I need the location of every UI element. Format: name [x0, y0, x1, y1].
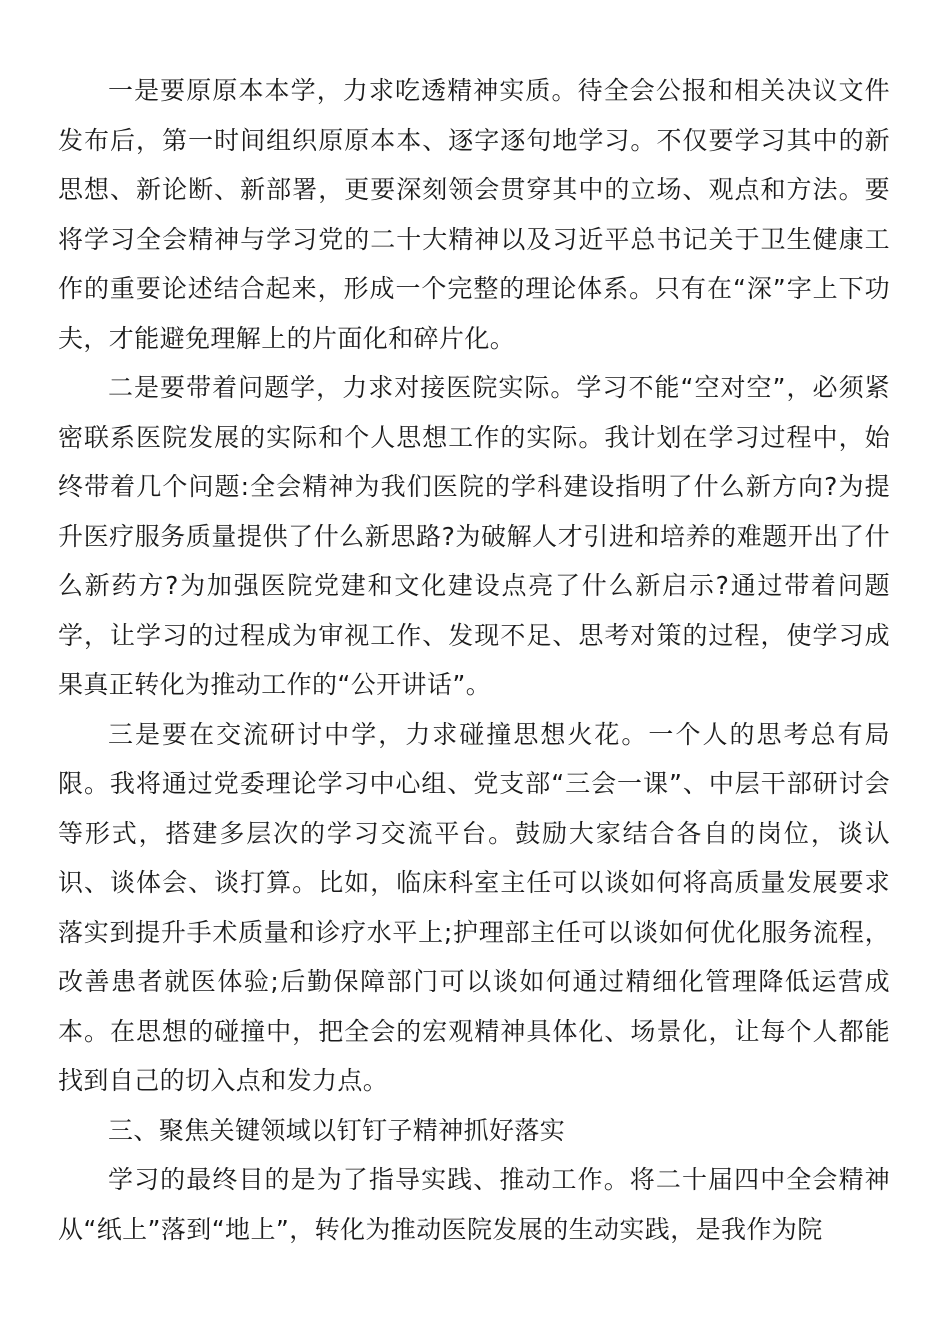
section-heading: 三、聚焦关键领域以钉钉子精神抓好落实	[108, 1115, 566, 1145]
paragraph-study-through-discussion: 三是要在交流研讨中学，力求碰撞思想火花。一个人的思考总有局限。我将通过党委理论学习中心组、党支部“三会一课”、中层干部研讨会等形式，搭建多层次的学习交流平台。鼓励大家结合各自的岗位，谈认识、谈体会、谈打算。比如，临床科室主任可以谈如何将高质量发展要求落实到提升手术质量和诊疗水平上;护理部主任可以谈如何优化服务流程，改善患者就医体验;后勤保障部门可以谈如何通过精细化管理降低运营成本。在思想的碰撞中，把全会的宏观精神具体化、场景化，让每个人都能找到自己的切入点和发力点。	[58, 719, 890, 1095]
paragraph-study-original-text: 一是要原原本本学，力求吃透精神实质。待全会公报和相关决议文件发布后，第一时间组织原原本本、逐字逐句地学习。不仅要学习其中的新思想、新论断、新部署，更要深刻领会贯穿其中的立场、观点和方法。要将学习全会精神与学习党的二十大精神以及习近平总书记关于卫生健康工作的重要论述结合起来，形成一个完整的理论体系。只有在“深”字上下功夫，才能避免理解上的片面化和碎片化。	[58, 76, 890, 353]
paragraph-study-with-questions: 二是要带着问题学，力求对接医院实际。学习不能“空对空”，必须紧密联系医院发展的实际和个人思想工作的实际。我计划在学习过程中，始终带着几个问题:全会精神为我们医院的学科建设指明了什么新方向?为提升医疗服务质量提供了什么新思路?为破解人才引进和培养的难题开出了什么新药方?为加强医院党建和文化建设点亮了什么新启示?通过带着问题学，让学习的过程成为审视工作、发现不足、思考对策的过程，使学习成果真正转化为推动工作的“公开讲话”。	[58, 373, 890, 699]
document-body	[58, 66, 890, 1254]
paragraph-closing: 学习的最终目的是为了指导实践、推动工作。将二十届四中全会精神从“纸上”落到“地上”，转化为推动医院发展的生动实践，是我作为院	[58, 1165, 890, 1244]
